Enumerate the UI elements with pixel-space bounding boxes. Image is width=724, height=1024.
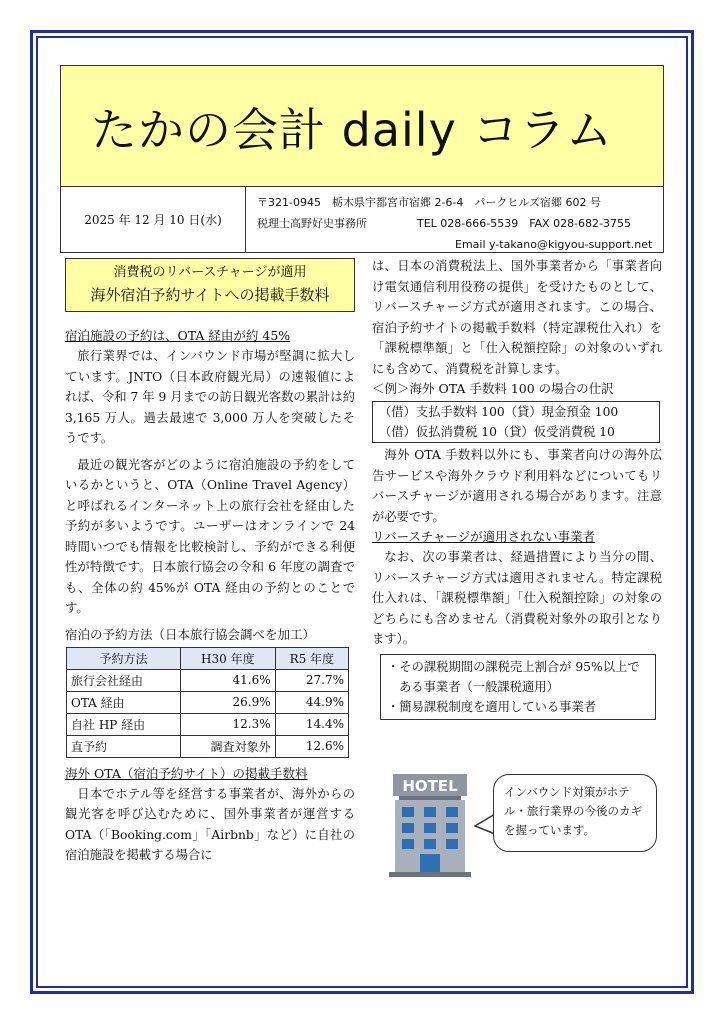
table-cell: 14.4% bbox=[275, 713, 348, 735]
right-column bbox=[372, 256, 662, 720]
table-cell: 12.3% bbox=[181, 713, 276, 735]
hotel-windows bbox=[402, 807, 458, 849]
table-header: H30 年度 bbox=[181, 647, 276, 669]
hotel-sign-text: HOTEL bbox=[402, 777, 458, 795]
hotel-door bbox=[420, 854, 440, 872]
hotel-sign-post bbox=[399, 796, 461, 800]
example-title: ＜例＞海外 OTA 手数料 100 の場合の仕訳 bbox=[372, 381, 614, 396]
title-banner bbox=[61, 66, 663, 187]
table-cell: 27.7% bbox=[275, 669, 348, 691]
office-phone: TEL 028-666-5539 FAX 028-682-3755 bbox=[417, 217, 632, 230]
issue-date: 2025 年 12 月 10 日(水) bbox=[61, 186, 246, 252]
table-cell: 26.9% bbox=[181, 691, 276, 713]
table-row bbox=[67, 713, 349, 735]
table-header: 予約方法 bbox=[67, 647, 181, 669]
table-header: R5 年度 bbox=[275, 647, 348, 669]
table-title: 宿泊の予約方法（日本旅行協会調べを加工） bbox=[65, 626, 316, 642]
section-heading-exempt: リバースチャージが適用されない事業者 bbox=[372, 529, 596, 544]
hotel-ground bbox=[389, 872, 471, 877]
list-item: ・その課税期間の課税売上割合が 95%以上である事業者（一般課税適用） bbox=[387, 659, 640, 694]
table-cell: 自社 HP 経由 bbox=[67, 713, 181, 735]
section-heading-ota-share: 宿泊施設の予約は、OTA 経由が約 45% bbox=[65, 328, 291, 343]
speech-bubble: インバウンド対策がホテル・旅行業界の今後のカギを握っています。 bbox=[493, 774, 657, 852]
paragraph: なお、次の事業者は、経過措置により当分の間、リバースチャージ方式は適用されません。特定課税仕入れは、「課税標準額」「仕入税額控除」の対象のどちらにも含めません（消費税対象外の取引となります）。 bbox=[372, 550, 662, 646]
list-item: ・簡易課税制度を適用している事業者 bbox=[387, 699, 597, 714]
table-cell: 41.6% bbox=[181, 669, 276, 691]
table-cell: OTA 経由 bbox=[67, 691, 181, 713]
journal-entry: （借）支払手数料 100（貸）現金預金 100 bbox=[379, 405, 619, 419]
headline-box bbox=[65, 258, 355, 312]
page-title: たかの会計 daily コラム bbox=[91, 103, 613, 157]
table-header-row bbox=[67, 647, 349, 669]
booking-method-table bbox=[66, 647, 349, 758]
paragraph: 海外 OTA 手数料以外にも、事業者向けの海外広告サービスや海外クラウド利用料などについてもリバースチャージが適用される場合があります。注意が必要です。 bbox=[372, 448, 662, 524]
paragraph: 最近の観光客がどのように宿泊施設の予約をしているかというと、OTA（Online Travel Agency）と呼ばれるインターネット上の旅行会社を経由した予約が多いようです。ユーザーはオンラインで 24 時間いつでも情報を比較検討し、予約ができる利便性が特徴です。日本旅行協会の令和 6 年度の調査でも、全体の約 45%が OTA 経由の予約とのことです。 bbox=[65, 457, 355, 615]
left-column bbox=[65, 258, 355, 866]
paragraph: 日本でホテル等を経営する事業者が、海外からの観光客を呼び込むために、国外事業者が運営する OTA（「Booking.com」「Airbnb」など）に自社の宿泊施設を掲載する場合に bbox=[65, 786, 355, 862]
table-cell: 12.6% bbox=[275, 735, 348, 757]
paragraph: は、日本の消費税法上、国外事業者から「事業者向け電気通信利用役務の提供」を受けたものとして、リバースチャージ方式が適用されます。この場合、宿泊予約サイトの掲載手数料（特定課税仕入れ）を「課税標準額」と「仕入税額控除」の対象のいずれにも含めて、消費税を計算します。 bbox=[372, 259, 662, 376]
office-address: 〒321-0945 栃木県宇都宮市宿郷 2-6-4 パークヒルズ宿郷 602 号 bbox=[257, 196, 602, 209]
office-name: 税理士高野好史事務所 bbox=[257, 217, 367, 230]
office-line bbox=[257, 213, 652, 234]
exempt-list bbox=[380, 654, 656, 720]
headline-line1: 消費税のリバースチャージが適用 bbox=[113, 265, 307, 280]
header-box bbox=[60, 65, 664, 253]
headline-line2: 海外宿泊予約サイトへの掲載手数料 bbox=[90, 286, 330, 304]
hotel-illustration bbox=[385, 770, 475, 880]
office-email: Email y-takano@kigyou-support.net bbox=[455, 238, 653, 251]
table-cell: 直予約 bbox=[67, 735, 181, 757]
table-cell: 44.9% bbox=[275, 691, 348, 713]
paragraph: 旅行業界では、インバウンド市場が堅調に拡大しています。JNTO（日本政府観光局）の速報値によれば、令和 7 年 9 月までの訪日観光客数の累計は約 3,165 万人。過去最速で 3,000 万人を突破したそうです。 bbox=[65, 349, 355, 445]
table-cell: 調査対象外 bbox=[181, 735, 276, 757]
table-row bbox=[67, 735, 349, 757]
journal-entry: （借）仮払消費税 10（貸）仮受消費税 10 bbox=[379, 425, 615, 439]
table-row bbox=[67, 669, 349, 691]
table-cell: 旅行会社経由 bbox=[67, 669, 181, 691]
journal-entry-box bbox=[372, 401, 660, 443]
office-contact bbox=[257, 192, 652, 255]
section-heading-ota-fee: 海外 OTA（宿泊予約サイト）の掲載手数料 bbox=[65, 765, 308, 781]
table-row bbox=[67, 691, 349, 713]
